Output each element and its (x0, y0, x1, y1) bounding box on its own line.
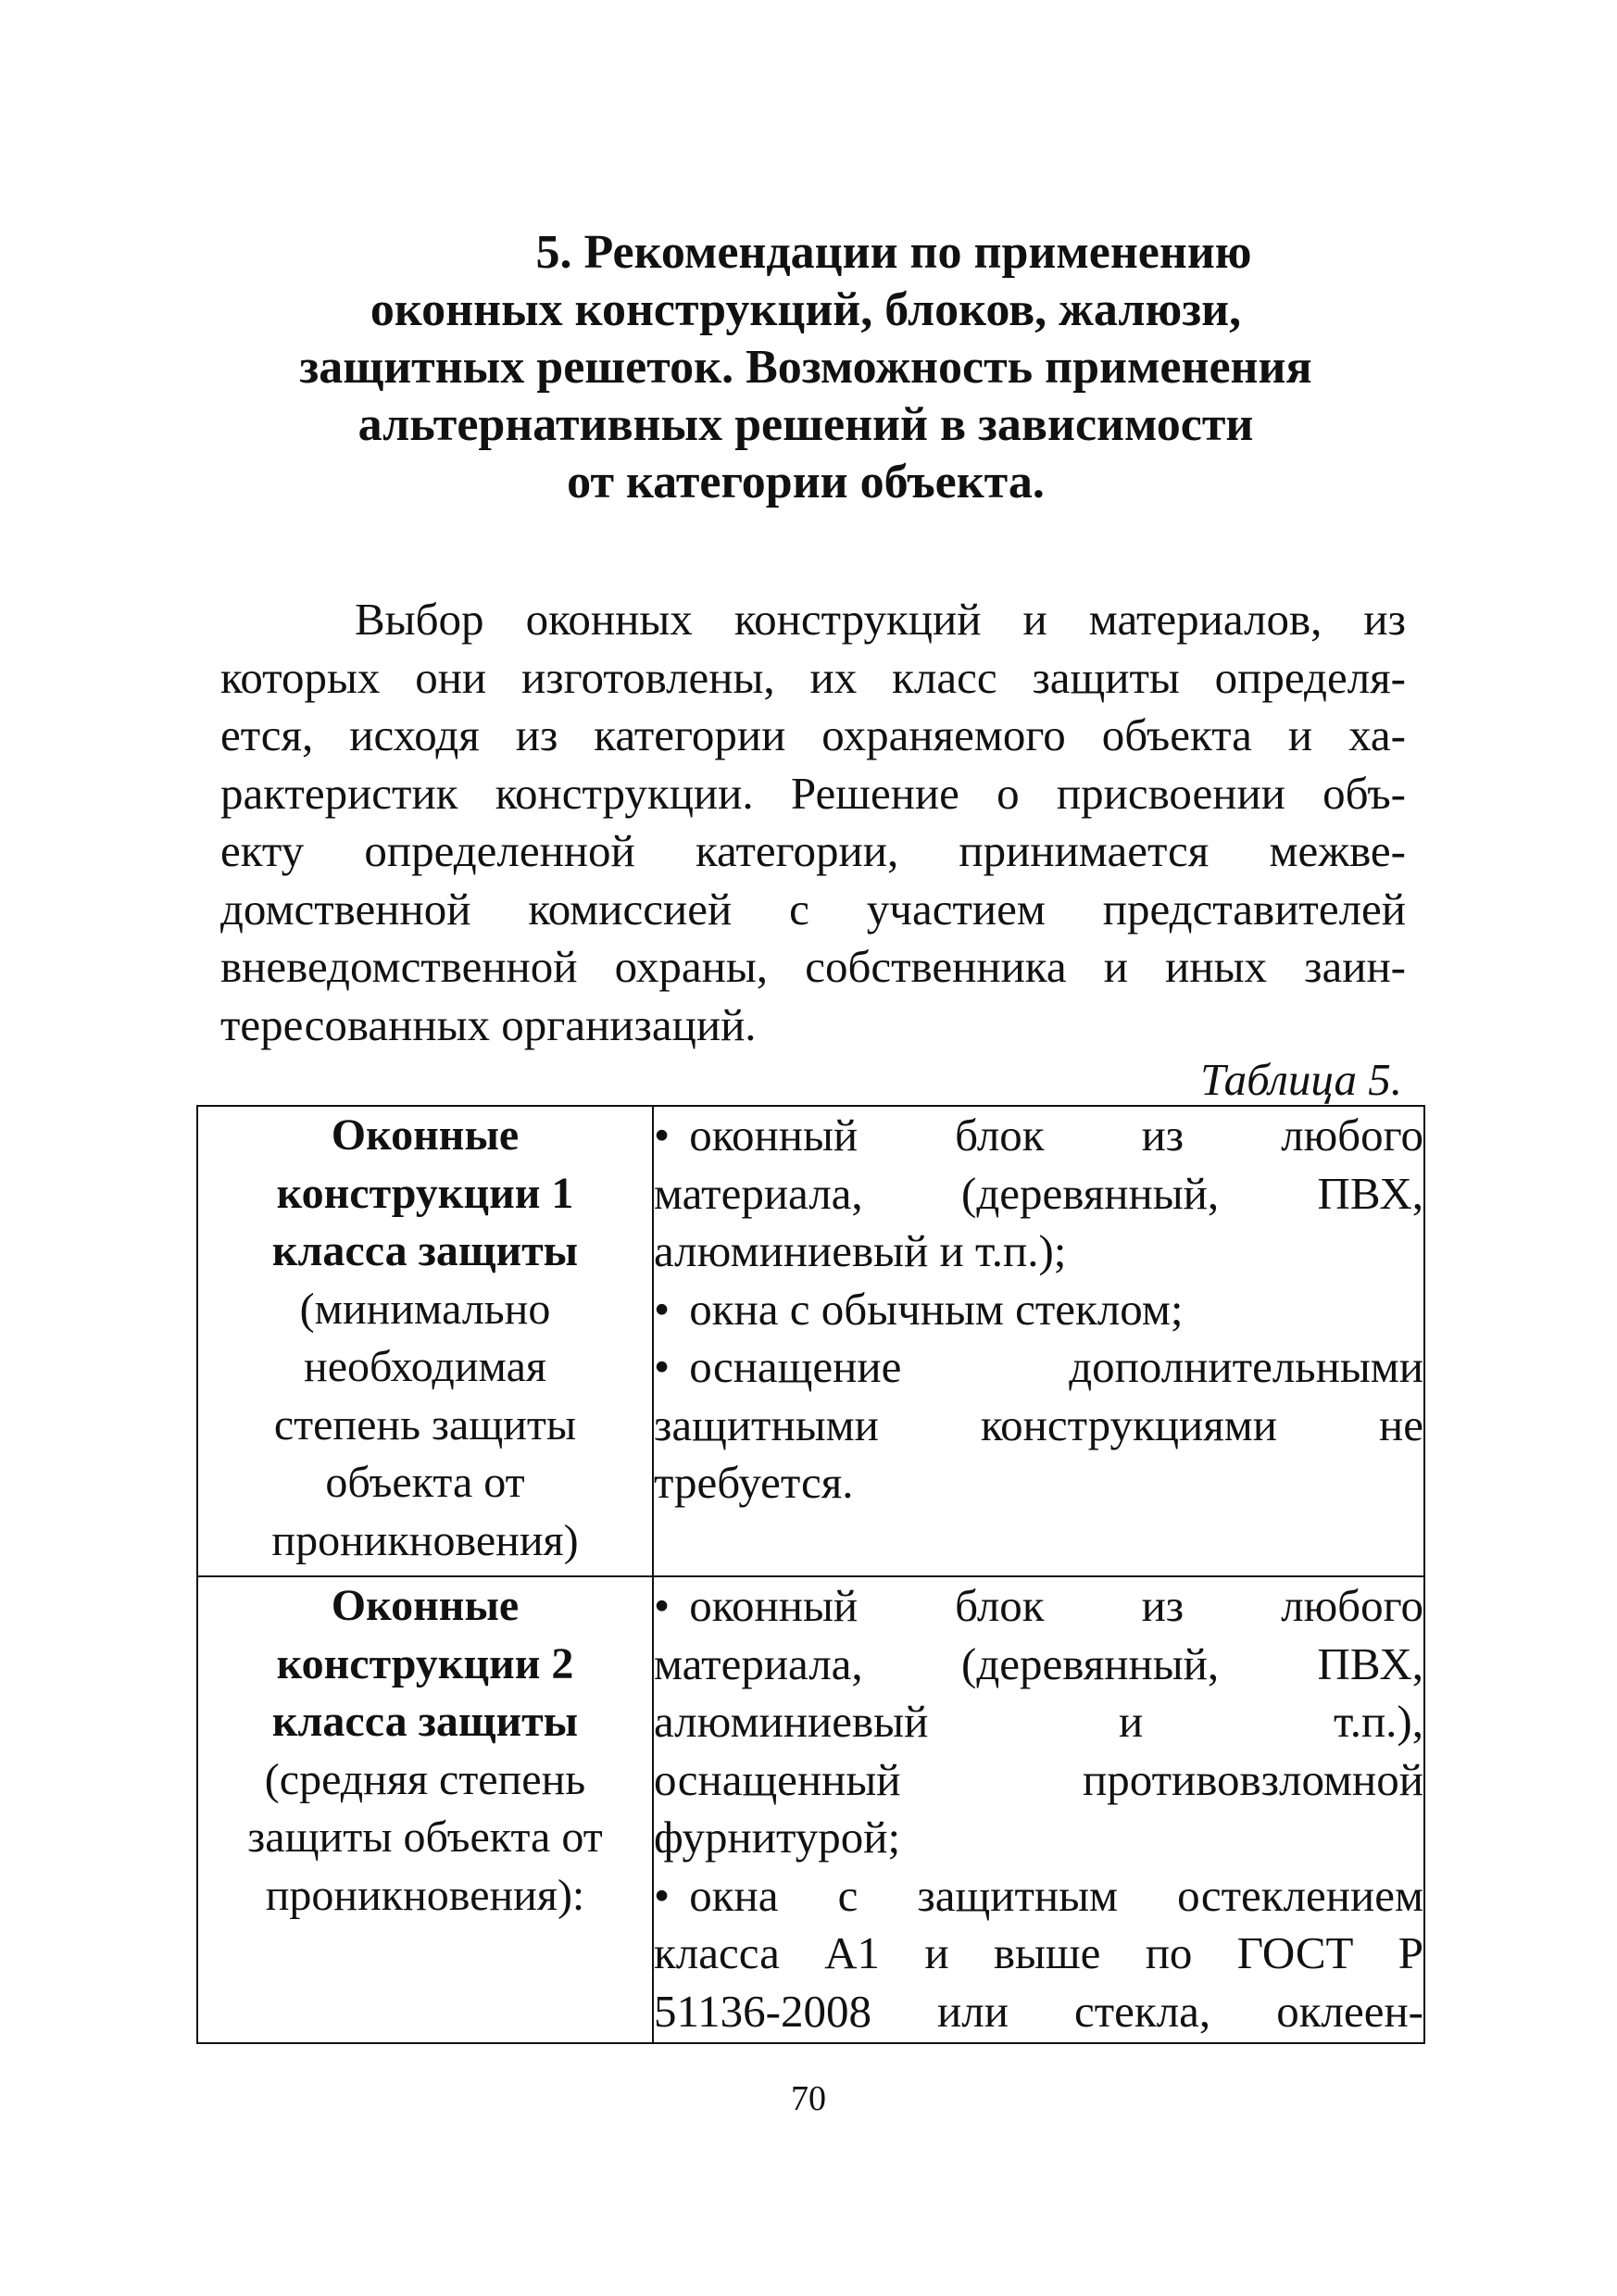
class-description-line: проникновения): (265, 1870, 585, 1920)
class-title-line: класса защиты (271, 1697, 579, 1746)
table-row (197, 1106, 1424, 1576)
bullet-icon: • (654, 1869, 671, 1921)
paragraph-line: ется, исходя из категории охраняемого объекта и ха- (220, 709, 1406, 760)
list-item-text: оснащенный противовзломной (654, 1753, 1423, 1805)
paragraph-line: которых они изготовлены, их класс защиты определя- (220, 651, 1406, 703)
list-item-text: алюминиевый и т.п.); (654, 1225, 1067, 1276)
class-title-line: Оконные (331, 1110, 520, 1160)
list-item-text: класса А1 и выше по ГОСТ Р (654, 1927, 1423, 1978)
class-description-line: необходимая (304, 1342, 546, 1391)
list-item-text: окна с защитным остеклением (689, 1869, 1423, 1921)
heading-line: альтернативных решений в зависимости (357, 398, 1254, 451)
list-item (654, 1107, 1423, 1165)
class-cell (197, 1106, 653, 1576)
heading-line: оконных конструкций, блоков, жалюзи, (370, 283, 1242, 336)
bullet-icon: • (654, 1283, 671, 1335)
heading-line: от категории объекта. (567, 456, 1045, 508)
page-number: 70 (791, 2079, 826, 2118)
list-item-text: материала, (деревянный, ПВХ, (654, 1637, 1423, 1689)
section-heading (199, 224, 1412, 511)
bullet-icon: • (654, 1110, 671, 1161)
paragraph-line: вневедомственной охраны, собственника и иных заин- (220, 941, 1406, 992)
list-item-text: алюминиевый и т.п.), (654, 1696, 1423, 1747)
class-description-line: проникновения) (271, 1515, 579, 1565)
class-cell (197, 1576, 653, 2043)
paragraph-line: Выбор оконных конструкций и материалов, из (355, 594, 1406, 645)
list-item (654, 1281, 1423, 1339)
heading-line: защитных решеток. Возможность применения (299, 341, 1312, 394)
class-title-line: Оконные (331, 1581, 520, 1630)
class-description-line: защиты объекта от (247, 1813, 603, 1862)
paragraph-line: рактеристик конструкции. Решение о присвоении объ- (220, 767, 1406, 819)
list-item (654, 1338, 1423, 1397)
body-paragraph (220, 591, 1406, 1054)
list-item-text: оконный блок из любого (689, 1580, 1423, 1631)
list-item-text: 51136-2008 или стекла, оклеен- (654, 1985, 1423, 2037)
class-description-line: степень защиты (273, 1399, 577, 1449)
table-caption: Таблица 5. (1200, 1054, 1402, 1105)
list-item-text: материала, (деревянный, ПВХ, (654, 1167, 1423, 1219)
list-item (654, 1577, 1423, 1636)
protection-class-table (196, 1105, 1425, 2044)
list-item-text: фурнитурой; (654, 1812, 901, 1863)
list-item-text: защитными конструкциями не (654, 1399, 1423, 1450)
paragraph-line: екту определенной категории, принимается межве- (220, 825, 1406, 876)
list-item-text: оконный блок из любого (689, 1110, 1423, 1161)
list-item (654, 1867, 1423, 1926)
heading-line: 5. Рекомендации по применению (535, 226, 1252, 279)
class-description-line: (средняя степень (264, 1754, 586, 1804)
list-item-text: оснащение дополнительными (689, 1341, 1423, 1392)
paragraph-line: тересованных организаций. (220, 998, 757, 1050)
class-title-line: класса защиты (271, 1226, 579, 1275)
class-title-line: конструкции 2 (276, 1638, 574, 1688)
requirements-cell (653, 1106, 1424, 1576)
paragraph-line: домственной комиссией с участием представителей (220, 883, 1406, 935)
bullet-icon: • (654, 1580, 671, 1631)
list-item-text: требуется. (654, 1457, 854, 1508)
bullet-icon: • (654, 1341, 671, 1392)
table-row (197, 1576, 1424, 2043)
class-description-line: объекта от (325, 1458, 525, 1507)
requirements-cell (653, 1576, 1424, 2043)
class-title-line: конструкции 1 (276, 1168, 574, 1218)
list-item-text: окна с обычным стеклом; (689, 1283, 1184, 1335)
class-description-line: (минимально (299, 1284, 551, 1334)
